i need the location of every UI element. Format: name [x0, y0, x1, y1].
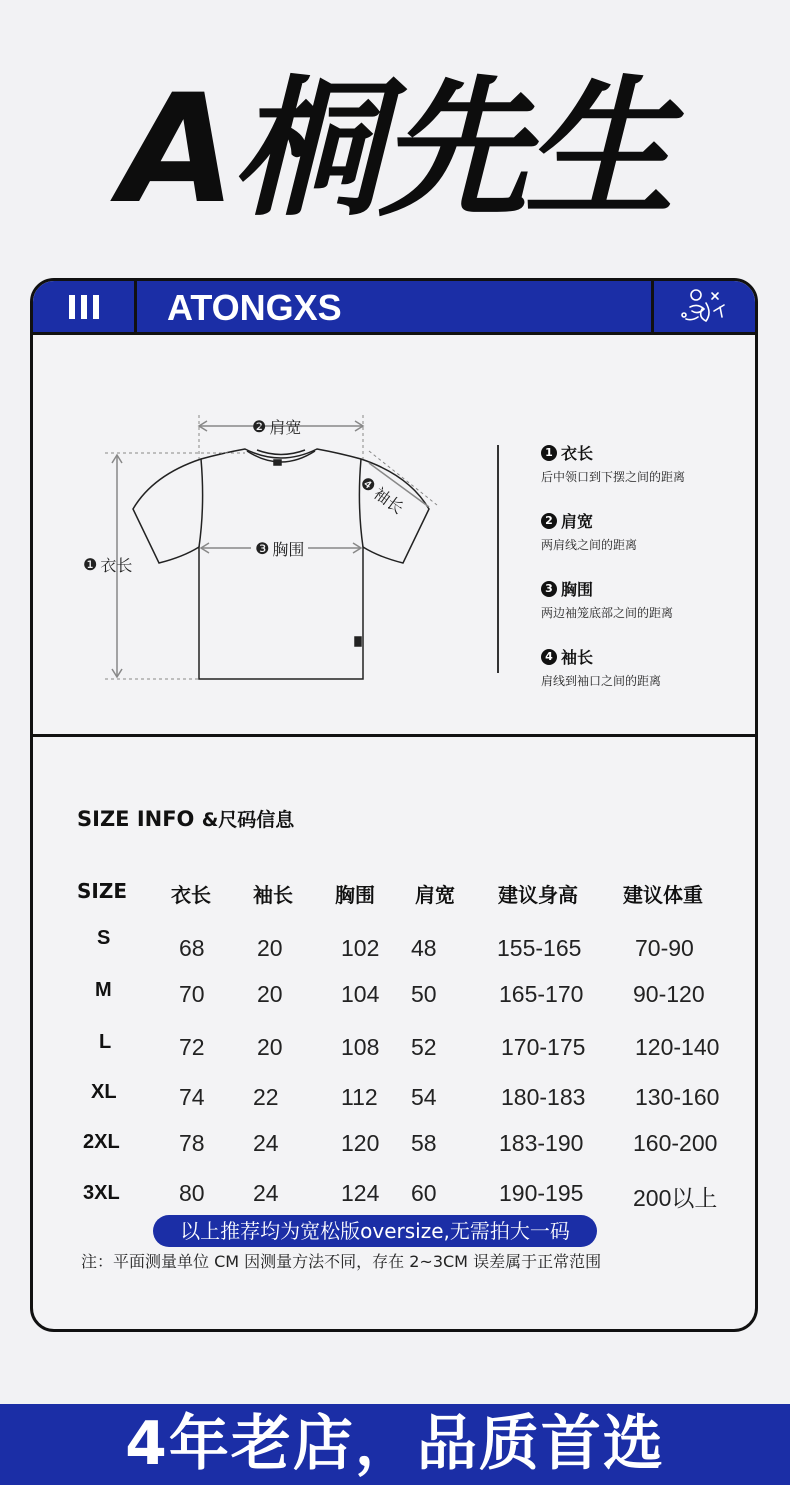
- table-cell: 120: [341, 1130, 380, 1156]
- table-cell: 74: [179, 1084, 205, 1110]
- table-cell: 183-190: [499, 1130, 584, 1156]
- column-header-chest: 胸围: [335, 883, 375, 907]
- table-cell: 120-140: [635, 1034, 720, 1060]
- legend-item-body-length: 1 衣长 后中领口到下摆之间的距离: [541, 444, 686, 484]
- column-header-shoulder: 肩宽: [415, 883, 455, 907]
- shoulder-width-label: ❷ 肩宽: [252, 417, 302, 437]
- scribble-logo-icon: [651, 281, 755, 332]
- column-header-length: 衣长: [171, 883, 211, 907]
- table-cell: 130-160: [635, 1084, 720, 1110]
- menu-bars-icon: [33, 281, 137, 332]
- sleeve-length-label: ❹ 袖长: [356, 472, 408, 518]
- measurement-note: 注：平面测量单位 CM 因测量方法不同，存在 2~3CM 误差属于正常范围: [81, 1252, 602, 1271]
- table-cell: 80: [179, 1180, 205, 1206]
- table-cell: 200以上: [633, 1185, 718, 1211]
- header-brand-name: ATONGXS: [167, 287, 342, 328]
- table-cell: 160-200: [633, 1130, 718, 1156]
- table-cell: 24: [253, 1130, 279, 1156]
- table-cell: 70-90: [635, 935, 694, 961]
- table-cell: 72: [179, 1034, 205, 1060]
- table-cell: 180-183: [501, 1084, 586, 1110]
- table-cell: 70: [179, 981, 205, 1007]
- table-cell: 20: [257, 1034, 283, 1060]
- size-chart-card: [30, 278, 758, 1332]
- column-header-weight: 建议体重: [623, 883, 703, 907]
- footer-slogan: 4年老店，品质首选: [0, 1404, 790, 1485]
- table-cell: 48: [411, 935, 437, 961]
- table-cell: 58: [411, 1130, 437, 1156]
- row-size-label: 2XL: [83, 1131, 120, 1153]
- table-cell: 20: [257, 981, 283, 1007]
- row-size-label: XL: [91, 1081, 117, 1103]
- table-cell: 102: [341, 935, 380, 961]
- table-cell: 60: [411, 1180, 437, 1206]
- row-size-label: L: [99, 1031, 112, 1053]
- legend-divider: [497, 445, 499, 673]
- table-cell: 50: [411, 981, 437, 1007]
- table-cell: 170-175: [501, 1034, 586, 1060]
- table-cell: 24: [253, 1180, 279, 1206]
- brand-title: A桐先生: [119, 63, 671, 237]
- table-cell: 104: [341, 981, 380, 1007]
- chest-label: ❸ 胸围: [251, 537, 308, 560]
- legend-item-sleeve-length: 4 袖长 肩线到袖口之间的距离: [541, 648, 662, 688]
- table-cell: 124: [341, 1180, 380, 1206]
- table-cell: 22: [253, 1084, 279, 1110]
- table-cell: 68: [179, 935, 205, 961]
- table-cell: 90-120: [633, 981, 705, 1007]
- table-cell: 54: [411, 1084, 437, 1110]
- oversize-note-banner: 以上推荐均为宽松版oversize,无需拍大一码: [153, 1215, 597, 1247]
- table-cell: 20: [257, 935, 283, 961]
- tshirt-diagram-section: [33, 335, 755, 737]
- card-header: [33, 281, 755, 335]
- table-cell: 165-170: [499, 981, 584, 1007]
- table-cell: 52: [411, 1034, 437, 1060]
- table-cell: 78: [179, 1130, 205, 1156]
- size-info-title: SIZE INFO &尺码信息: [77, 807, 295, 831]
- column-header-height: 建议身高: [498, 883, 578, 907]
- body-length-label: ❶ 衣长: [83, 555, 133, 575]
- row-size-label: S: [97, 927, 111, 949]
- row-size-label: M: [95, 979, 112, 1001]
- legend-item-chest: 3 胸围 两边袖笼底部之间的距离: [541, 580, 674, 620]
- table-cell: 155-165: [497, 935, 582, 961]
- table-cell: 112: [341, 1084, 378, 1110]
- row-size-label: 3XL: [83, 1182, 120, 1204]
- tshirt-outline-illustration: [33, 335, 493, 737]
- column-header-size: SIZE: [77, 879, 128, 903]
- table-cell: 108: [341, 1034, 380, 1060]
- legend-item-shoulder-width: 2 肩宽 两肩线之间的距离: [541, 512, 638, 552]
- column-header-sleeve: 袖长: [253, 883, 293, 907]
- table-cell: 190-195: [499, 1180, 584, 1206]
